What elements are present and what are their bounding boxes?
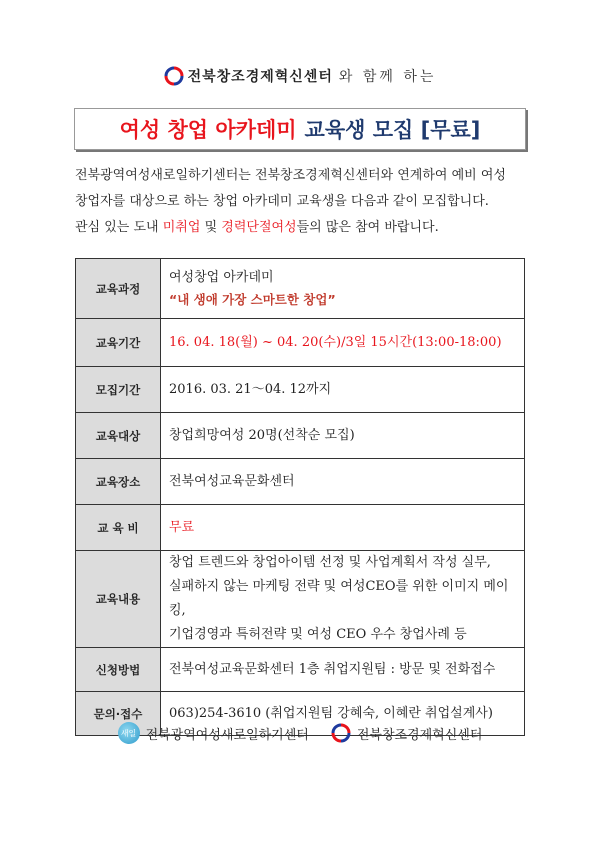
table-row [76, 459, 525, 505]
row-label-fee: 교 육 비 [76, 505, 161, 551]
row-value-period: 16. 04. 18(월) ~ 04. 20(수)/3일 15시간(13:00-18:00) [161, 319, 525, 367]
intro-line-1: 전북광역여성새로일하기센터는 전북창조경제혁신센터와 연계하여 예비 여성 [75, 168, 506, 183]
intro-line-3-b: 및 [200, 220, 222, 235]
title-red-part: 여성 창업 아카데미 [119, 118, 297, 142]
info-table [75, 258, 525, 736]
creative-center-logo-icon [331, 723, 351, 743]
row-value-place: 전북여성교육문화센터 [161, 459, 525, 505]
content-line-3: 기업경영과 특허전략 및 여성 CEO 우수 창업사례 등 [169, 627, 467, 642]
highlight-career-break: 경력단절여성 [221, 220, 297, 235]
row-label-contact: 문의·접수 [76, 692, 161, 736]
row-label-place: 교육장소 [76, 459, 161, 505]
footer-org-1 [118, 722, 309, 744]
header-line [0, 66, 600, 86]
highlight-unemployed: 미취업 [162, 220, 201, 235]
intro-line-3 [75, 215, 525, 241]
row-value-apply: 전북여성교육문화센터 1층 취업지원팀 : 방문 및 전화접수 [161, 648, 525, 692]
course-slogan: “내 생애 가장 스마트한 창업” [169, 291, 336, 307]
footer-org-2 [331, 723, 483, 743]
table-row [76, 551, 525, 648]
footer [0, 722, 600, 744]
page-title [74, 108, 526, 150]
row-value-target: 창업희망여성 20명(선착순 모집) [161, 413, 525, 459]
intro-text [75, 163, 525, 241]
row-value-contact: 063)254-3610 (취업지원팀 강혜숙, 이혜란 취업설계사) [161, 692, 525, 736]
row-value-recruit: 2016. 03. 21～04. 12까지 [161, 367, 525, 413]
header-suffix: 와 함께 하는 [338, 69, 437, 85]
row-value-fee: 무료 [161, 505, 525, 551]
intro-line-3-c: 들의 많은 참여 바랍니다. [296, 220, 439, 235]
row-label-course: 교육과정 [76, 259, 161, 319]
footer-org-2-name: 전북창조경제혁신센터 [356, 727, 483, 743]
creative-center-logo-icon [164, 66, 184, 86]
table-row [76, 319, 525, 367]
title-dark-part: 교육생 모집 [무료] [304, 118, 481, 142]
row-label-recruit: 모집기간 [76, 367, 161, 413]
table-row [76, 413, 525, 459]
course-name: 여성창업 아카데미 [169, 269, 274, 285]
table-row [76, 505, 525, 551]
intro-line-2: 창업자를 대상으로 하는 창업 아카데미 교육생을 다음과 같이 모집합니다. [75, 194, 489, 209]
table-row [76, 259, 525, 319]
content-line-1: 창업 트렌드와 창업아이템 선정 및 사업계획서 작성 실무, [169, 555, 491, 570]
footer-org-1-name: 전북광역여성새로일하기센터 [145, 727, 309, 743]
row-label-target: 교육대상 [76, 413, 161, 459]
row-label-apply: 신청방법 [76, 648, 161, 692]
table-row [76, 367, 525, 413]
table-row [76, 648, 525, 692]
content-line-2: 실패하지 않는 마케팅 전략 및 여성CEO를 위한 이미지 메이킹, [169, 579, 509, 618]
intro-line-3-a: 관심 있는 도내 [75, 220, 163, 235]
row-value-course [161, 259, 525, 319]
header-org: 전북창조경제혁신센터 [187, 69, 333, 85]
row-label-content: 교육내용 [76, 551, 161, 648]
saeil-logo-icon: 새일 [118, 722, 140, 744]
row-label-period: 교육기간 [76, 319, 161, 367]
row-value-content [161, 551, 525, 648]
